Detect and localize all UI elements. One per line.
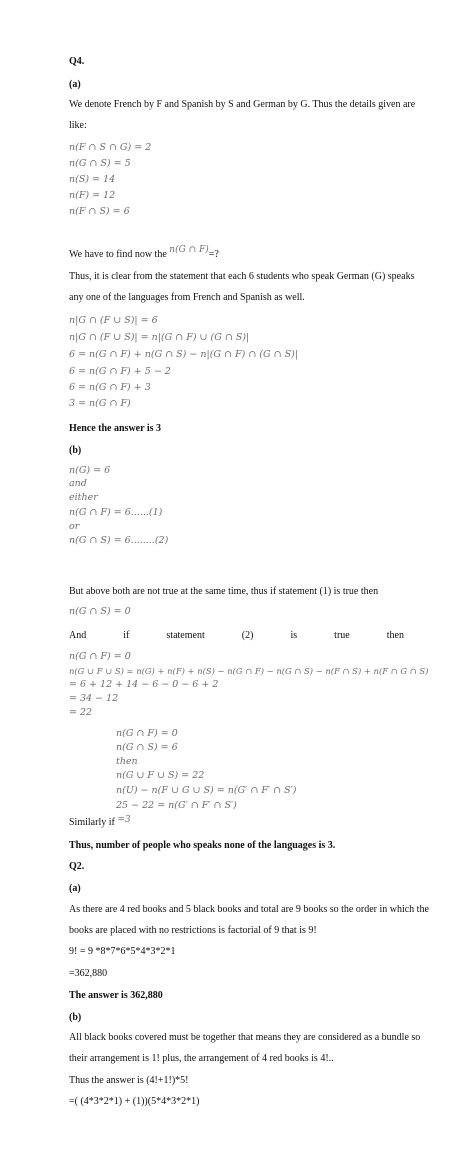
indent-line-6: 25 − 22 = n(G′ ∩ F′ ∩ S′) [116, 800, 237, 811]
q4-heading: Q4. [69, 56, 85, 67]
q2-answer-a: The answer is 362,880 [69, 990, 163, 1001]
q2-b-line-2: their arrangement is 1! plus, the arrangement of 4 red books is 4!.. [69, 1053, 334, 1064]
b-line-5: or [69, 521, 80, 532]
given-3: n(S) = 14 [69, 174, 116, 185]
union-line-3: = 6 + 12 + 14 − 6 − 0 − 6 + 2 [69, 679, 219, 690]
find-expression: n(G ∩ F) [169, 245, 209, 255]
q2-part-b-label: (b) [69, 1012, 82, 1023]
find-suffix: =? [208, 249, 219, 260]
similarly-expression: =3 [117, 815, 131, 825]
thus-line-2: any one of the languages from French and Spanish as well. [69, 292, 305, 303]
union-line-2: n(G ∪ F ∪ S) = n(G) + n(F) + n(S) − n(G ∩ F) − n(G ∩ S) − n(F ∩ S) + n(F ∩ G ∩ S) [69, 666, 429, 676]
q2-b-line-3: Thus the answer is (4!+1!)*5! [69, 1075, 189, 1086]
thus-line-1: Thus, it is clear from the statement that each 6 students who speak German (G) speaks [69, 271, 415, 282]
derivation-6: 3 = n(G ∩ F) [69, 398, 131, 409]
q4-conclusion: Thus, number of people who speaks none of the languages is 3. [69, 840, 336, 851]
q2-part-a-label: (a) [69, 883, 81, 894]
indent-line-2: n(G ∩ S) = 6 [116, 742, 178, 753]
q2-a-line-2: books are placed with no restrictions is factorial of 9 that is 9! [69, 925, 317, 936]
given-2: n(G ∩ S) = 5 [69, 158, 131, 169]
given-1: n(F ∩ S ∩ G) = 2 [69, 142, 152, 153]
union-line-4: = 34 − 12 [69, 693, 119, 704]
similarly-line [69, 817, 131, 829]
b-line-3: either [69, 492, 98, 503]
derivation-3: 6 = n(G ∩ F) + n(G ∩ S) − n|(G ∩ F) ∩ (G ∩ S)| [69, 349, 299, 360]
union-line-1: n(G ∩ F) = 0 [69, 651, 131, 662]
but-expression: n(G ∩ S) = 0 [69, 606, 131, 617]
and-word-7: then [386, 630, 404, 641]
derivation-2: n|G ∩ (F ∪ S)| = n|(G ∩ F) ∪ (G ∩ S)| [69, 332, 250, 343]
indent-line-3: then [116, 756, 138, 767]
but-line: But above both are not true at the same time, thus if statement (1) is true then [69, 586, 379, 597]
q4-answer-a: Hence the answer is 3 [69, 423, 162, 434]
q2-heading: Q2. [69, 861, 85, 872]
and-word-2: if [123, 630, 130, 641]
indent-line-5: n(U) − n(F ∪ G ∪ S) = n(G′ ∩ F′ ∩ S′) [116, 785, 297, 796]
derivation-4: 6 = n(G ∩ F) + 5 − 2 [69, 366, 171, 377]
q4-part-a-label: (a) [69, 79, 81, 90]
and-word-1: And [69, 630, 87, 641]
derivation-5: 6 = n(G ∩ F) + 3 [69, 382, 151, 393]
b-line-2: and [69, 478, 87, 489]
b-line-6: n(G ∩ S) = 6........(2) [69, 535, 169, 546]
derivation-1: n|G ∩ (F ∪ S)| = 6 [69, 315, 158, 326]
b-line-4: n(G ∩ F) = 6......(1) [69, 507, 163, 518]
q4-part-b-label: (b) [69, 445, 82, 456]
and-word-5: is [290, 630, 298, 641]
similarly-text: Similarly if [69, 817, 115, 828]
and-line [69, 630, 404, 642]
b-line-1: n(G) = 6 [69, 465, 111, 476]
q2-a-line-1: As there are 4 red books and 5 black books and total are 9 books so the order in which the [69, 904, 429, 915]
union-line-5: = 22 [69, 707, 93, 718]
indent-line-1: n(G ∩ F) = 0 [116, 728, 178, 739]
indent-line-4: n(G ∪ F ∪ S) = 22 [116, 770, 205, 781]
and-word-4: (2) [241, 630, 254, 641]
find-text-label: We have to find now the [69, 249, 167, 260]
q4-intro-line-2: like: [69, 120, 87, 131]
factorial-result: =362,880 [69, 968, 108, 979]
given-5: n(F ∩ S) = 6 [69, 206, 130, 217]
q2-b-line-1: All black books covered must be together that means they are considered as a bundle so [69, 1032, 421, 1043]
and-word-6: true [334, 630, 350, 641]
and-word-3: statement [166, 630, 205, 641]
find-text [69, 245, 219, 261]
factorial-line: 9! = 9 *8*7*6*5*4*3*2*1 [69, 946, 176, 957]
q2-b-line-4: =( (4*3*2*1) + (1))(5*4*3*2*1) [69, 1096, 200, 1107]
given-4: n(F) = 12 [69, 190, 116, 201]
q4-intro-line-1: We denote French by F and Spanish by S and German by G. Thus the details given are [69, 99, 416, 110]
